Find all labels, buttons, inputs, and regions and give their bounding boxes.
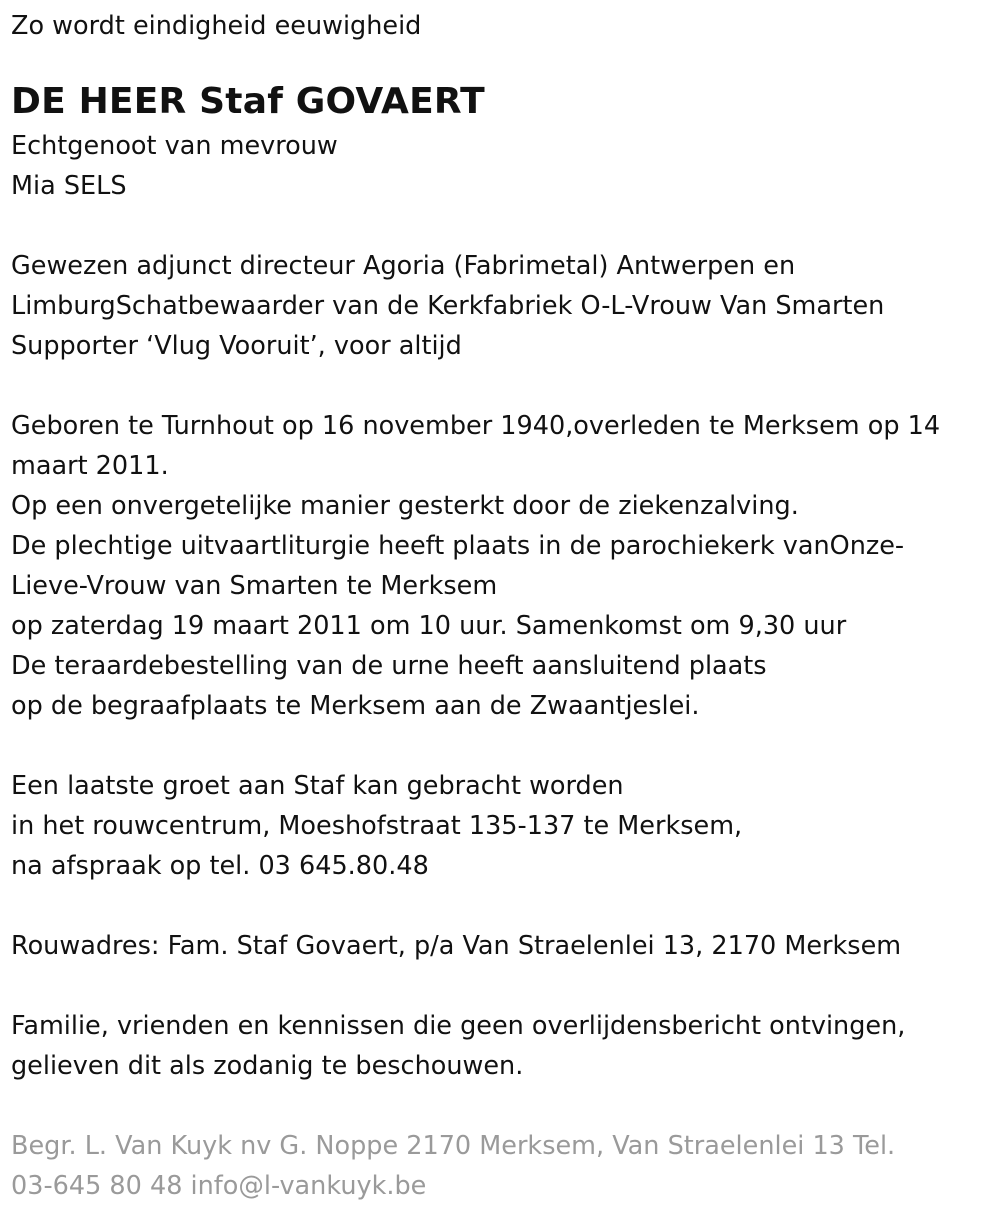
detail-line: op zaterdag 19 maart 2011 om 10 uur. Samenkomst om 9,30 uur bbox=[11, 611, 847, 641]
title-line: Gewezen adjunct directeur Agoria (Fabrimetal) Antwerpen en bbox=[11, 251, 796, 281]
greeting-block bbox=[11, 766, 1000, 886]
notice-line: Familie, vrienden en kennissen die geen overlijdensbericht ontvingen, bbox=[11, 1011, 906, 1041]
notice-line: gelieven dit als zodanig te beschouwen. bbox=[11, 1051, 524, 1081]
titles-block bbox=[11, 246, 1000, 366]
detail-line: Geboren te Turnhout op 16 november 1940,overleden te Merksem op 14 bbox=[11, 411, 941, 441]
greeting-line: in het rouwcentrum, Moeshofstraat 135-137 te Merksem, bbox=[11, 811, 743, 841]
title-line: LimburgSchatbewaarder van de Kerkfabriek O-L-Vrouw Van Smarten bbox=[11, 291, 885, 321]
detail-line: Lieve-Vrouw van Smarten te Merksem bbox=[11, 571, 498, 601]
details-block bbox=[11, 406, 1000, 726]
spacer bbox=[11, 966, 1000, 1006]
spacer bbox=[11, 206, 1000, 246]
detail-line: Op een onvergetelijke manier gesterkt door de ziekenzalving. bbox=[11, 491, 799, 521]
deceased-name: DE HEER Staf GOVAERT bbox=[11, 81, 485, 122]
greeting-line: Een laatste groet aan Staf kan gebracht worden bbox=[11, 771, 624, 801]
mourning-address: Rouwadres: Fam. Staf Govaert, p/a Van Straelenlei 13, 2170 Merksem bbox=[11, 931, 902, 961]
detail-line: maart 2011. bbox=[11, 451, 169, 481]
spouse-name: Mia SELS bbox=[11, 171, 127, 201]
detail-line: op de begraafplaats te Merksem aan de Zwaantjeslei. bbox=[11, 691, 700, 721]
greeting-line: na afspraak op tel. 03 645.80.48 bbox=[11, 851, 429, 881]
spouse-block bbox=[11, 126, 1000, 206]
notice-block bbox=[11, 1006, 1000, 1086]
spouse-line: Echtgenoot van mevrouw bbox=[11, 131, 338, 161]
spacer bbox=[11, 886, 1000, 926]
funeral-home-contact: 03-645 80 48 info@l-vankuyk.be bbox=[11, 1171, 427, 1201]
spacer bbox=[11, 1086, 1000, 1126]
spacer bbox=[11, 366, 1000, 406]
detail-line: De plechtige uitvaartliturgie heeft plaats in de parochiekerk vanOnze- bbox=[11, 531, 905, 561]
spacer bbox=[11, 726, 1000, 766]
title-line: Supporter ‘Vlug Vooruit’, voor altijd bbox=[11, 331, 462, 361]
motto: Zo wordt eindigheid eeuwigheid bbox=[11, 11, 422, 41]
funeral-home-block bbox=[11, 1126, 1000, 1206]
detail-line: De teraardebestelling van de urne heeft aansluitend plaats bbox=[11, 651, 767, 681]
funeral-home-line: Begr. L. Van Kuyk nv G. Noppe 2170 Merksem, Van Straelenlei 13 Tel. bbox=[11, 1131, 896, 1161]
